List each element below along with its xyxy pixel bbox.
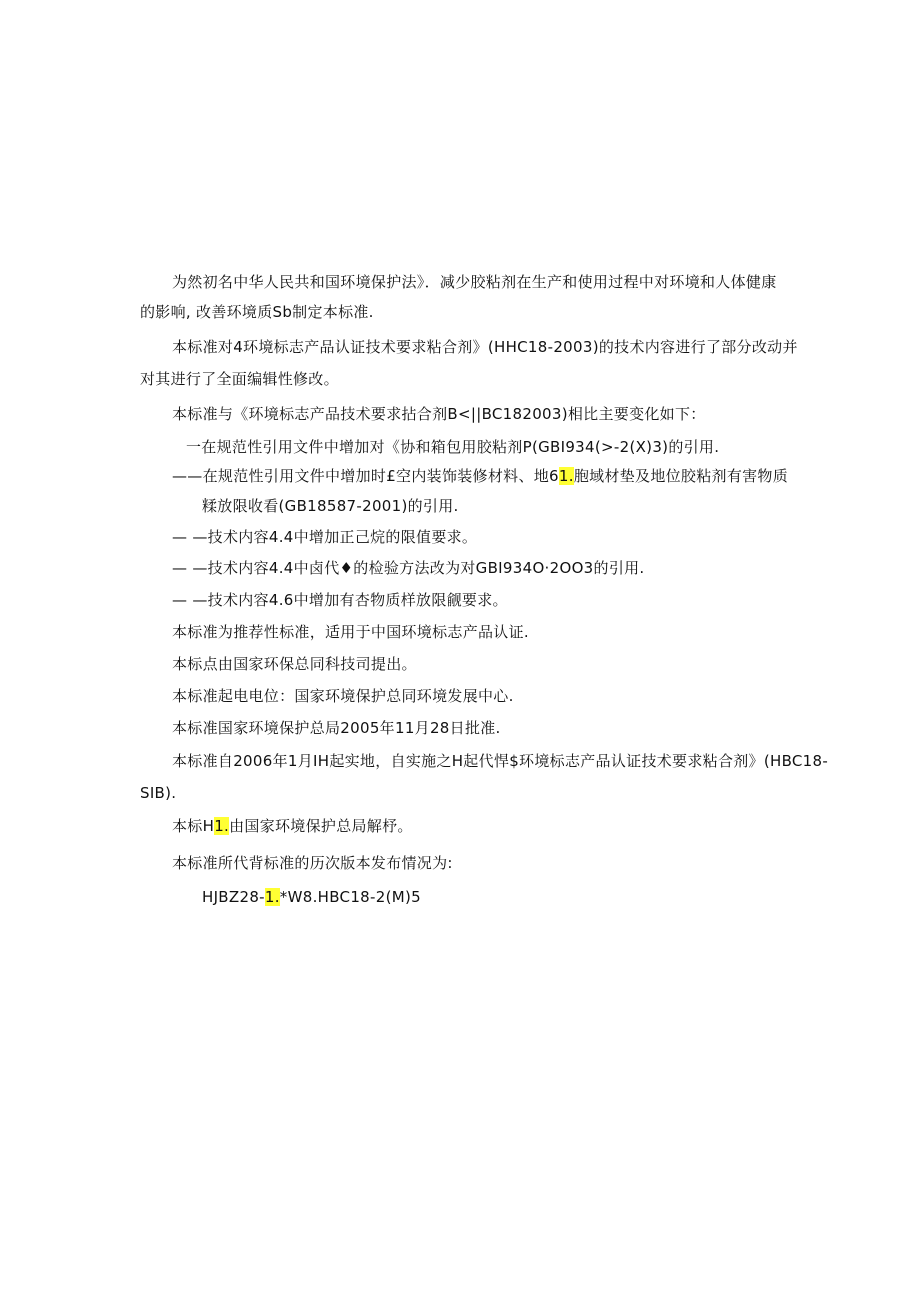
list-item xyxy=(172,466,788,486)
paragraph-text: 由国家环境保护总局解杼。 xyxy=(229,817,413,835)
paragraph-line: 本标准国家环境保护总局2005年11月28日批准. xyxy=(172,719,501,737)
paragraph-line: 本标准自2006年1月IH起实地，自实施之H起代悍$环境标志产品认证技术要求粘合剂》(HBC18- xyxy=(172,752,829,770)
list-item: — —技术内容4.4中增加正己烷的限值要求。 xyxy=(172,528,478,546)
list-item-continuation: 糅放限收看(GB18587-2001)的引用. xyxy=(202,497,459,515)
list-item: — —技术内容4.6中增加有杏物质样放限觎要求。 xyxy=(172,591,508,609)
highlighted-text: 1. xyxy=(558,467,574,485)
version-text: HJBZ28- xyxy=(202,888,265,906)
list-item: — —技术内容4.4中卤代♦的检验方法改为对GBI934O·2OO3的引用. xyxy=(172,559,645,577)
paragraph-line: 本标准所代背标准的历次版本发布情况为: xyxy=(172,854,453,872)
paragraph-line: 本标准为推荐性标准，适用于中国环境标志产品认证. xyxy=(172,623,529,641)
paragraph-line: 本标准与《环境标志产品技术要求拈合剂B<||BC182003)相比主要变化如下： xyxy=(172,405,706,423)
paragraph-line: 的影响, 改善环境质Sb制定本标准. xyxy=(140,303,374,321)
paragraph-line: SIB). xyxy=(140,784,177,802)
highlighted-text: 1. xyxy=(264,888,280,906)
paragraph-line: 本标准起电电位：国家环境保护总同环境发展中心. xyxy=(172,687,514,705)
paragraph-line: 对其进行了全面编辑性修改。 xyxy=(140,370,339,388)
paragraph-text: 本标H xyxy=(172,817,215,835)
list-item-text: 胞域材垫及地位胶粘剂有害物质 xyxy=(573,467,789,485)
highlighted-text: 1. xyxy=(214,817,230,835)
paragraph-line: 本标准对4环境标志产品认证技术要求粘合剂》(HHC18-2003)的技术内容进行了部分改动并 xyxy=(172,338,798,356)
list-item-text: ——在规范性引用文件中增加时£空内装饰装修材料、地6 xyxy=(172,467,559,485)
list-item: 一在规范性引用文件中增加对《协和箱包用胶粘剂P(GBI934(>-2(X)3)的引用. xyxy=(186,438,720,456)
paragraph-line: 为然初名中华人民共和国环境保护法》．减少胶粘剂在生产和使用过程中对环境和人体健康 xyxy=(172,273,777,291)
paragraph-line xyxy=(172,816,413,836)
version-text: *W8.HBC18-2(M)5 xyxy=(279,888,421,906)
version-history-line xyxy=(202,887,421,907)
paragraph-line: 本标点由国家环保总同科技司提出。 xyxy=(172,655,417,673)
